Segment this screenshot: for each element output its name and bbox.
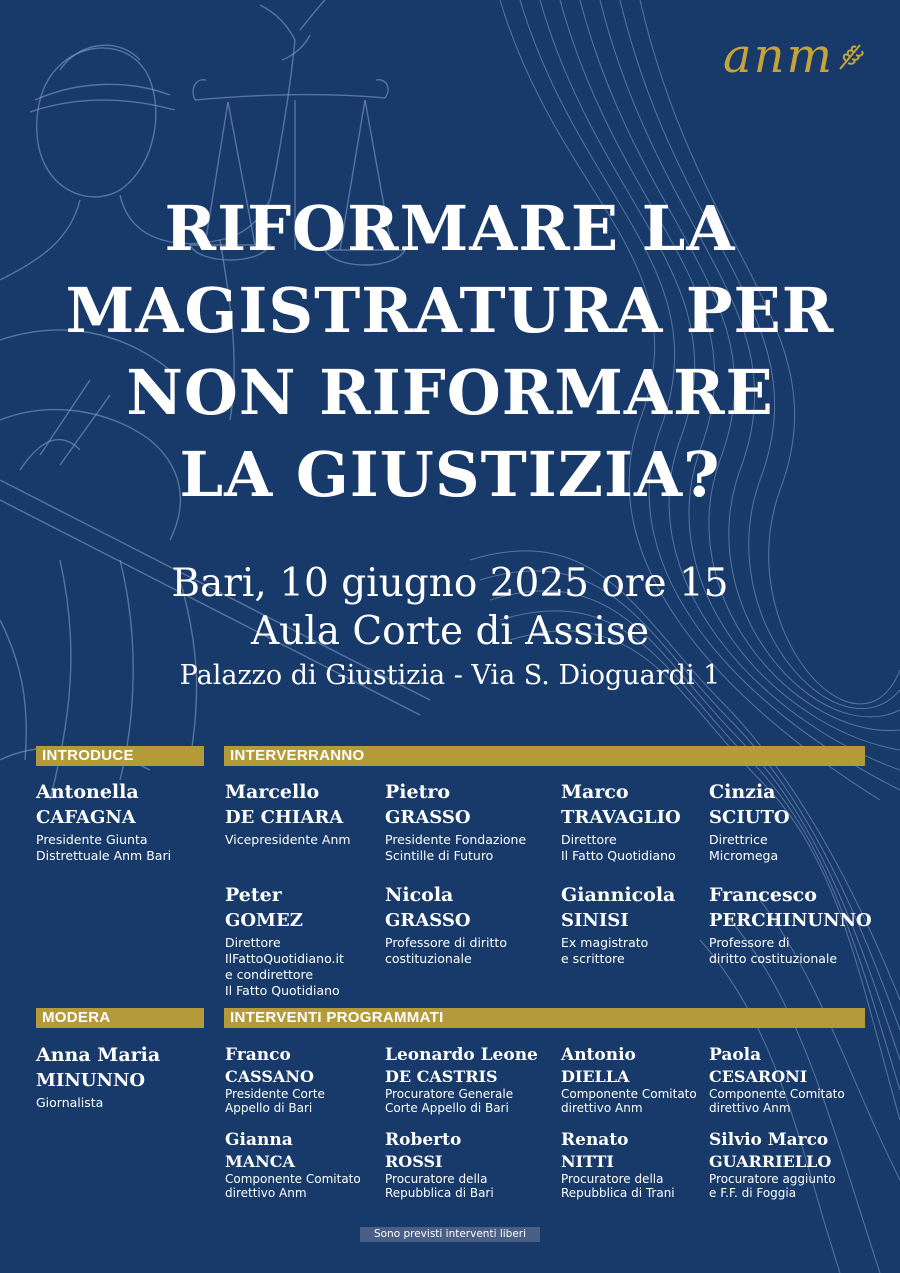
person-last-name: NITTI [561, 1152, 614, 1171]
title-line: LA GIUSTIZIA? [179, 438, 721, 511]
person-first-name: Anna Maria [36, 1044, 161, 1066]
person-first-name: Pietro [385, 781, 451, 803]
person-first-name: Francesco [709, 884, 817, 906]
person-last-name: DIELLA [561, 1067, 630, 1086]
programmed-speaker-card [709, 1130, 836, 1200]
person-role: Professore di diritto costituzionale [709, 935, 838, 966]
speaker-card [225, 780, 351, 848]
person-role: Direttore Il Fatto Quotidiano [561, 832, 676, 863]
event-date-time: Bari, 10 giugno 2025 ore 15 [171, 561, 729, 606]
person-first-name: Antonella [36, 781, 139, 803]
title-line: NON RIFORMARE [126, 356, 774, 429]
person-last-name: GRASSO [385, 910, 471, 931]
logo-text: anm [722, 28, 834, 84]
person-last-name: ROSSI [385, 1152, 443, 1171]
speaker-card [385, 883, 507, 967]
speaker-card [561, 780, 681, 864]
speaker-card [385, 780, 526, 864]
title-line: MAGISTRATURA PER [65, 274, 835, 347]
wheat-icon [836, 39, 866, 73]
speaker-card [709, 883, 872, 967]
person-last-name: SINISI [561, 910, 629, 931]
moderator-card [36, 1043, 160, 1111]
person-role: Vicepresidente Anm [225, 832, 351, 847]
main-title [0, 188, 900, 516]
person-first-name: Roberto [385, 1130, 462, 1150]
anm-logo [723, 28, 866, 84]
person-role: Presidente Corte Appello di Bari [225, 1087, 325, 1115]
programmed-speaker-card [385, 1130, 494, 1200]
person-role: Presidente Fondazione Scintille di Futuro [385, 832, 527, 863]
title-line: RIFORMARE LA [164, 192, 736, 265]
programmed-speaker-card [385, 1045, 538, 1115]
person-first-name: Franco [225, 1045, 291, 1065]
person-first-name: Peter [225, 884, 282, 906]
programmed-speaker-card [709, 1045, 845, 1115]
person-role: Procuratore della Repubblica di Bari [385, 1172, 494, 1200]
person-last-name: DE CASTRIS [385, 1067, 498, 1086]
person-first-name: Marcello [225, 781, 320, 803]
event-venue: Aula Corte di Assise [250, 609, 650, 654]
speaker-card [225, 883, 344, 999]
footnote: Sono previsti interventi liberi [360, 1227, 540, 1242]
person-last-name: DE CHIARA [225, 807, 344, 828]
interverranno-band: INTERVERRANNO [224, 746, 865, 766]
event-info [0, 560, 900, 696]
person-first-name: Renato [561, 1130, 629, 1150]
speaker-card [561, 883, 675, 967]
person-last-name: MINUNNO [36, 1070, 146, 1091]
person-last-name: TRAVAGLIO [561, 807, 681, 828]
person-last-name: CAFAGNA [36, 807, 136, 828]
person-last-name: GUARRIELLO [709, 1152, 832, 1171]
speaker-card [709, 780, 790, 864]
interventi-programmati-band: INTERVENTI PROGRAMMATI [224, 1008, 865, 1028]
person-first-name: Nicola [385, 884, 454, 906]
person-first-name: Paola [709, 1045, 762, 1065]
introduce-band: INTRODUCE [36, 746, 204, 766]
person-last-name: SCIUTO [709, 807, 790, 828]
person-role: Direttore IlFattoQuotidiano.it e condirettore Il Fatto Quotidiano [225, 935, 344, 998]
programmed-speaker-card [225, 1045, 325, 1115]
person-first-name: Antonio [561, 1045, 636, 1065]
programmed-speaker-card [225, 1130, 361, 1200]
person-role: Presidente Giunta Distrettuale Anm Bari [36, 832, 172, 863]
introducer-card [36, 780, 171, 864]
person-role: Componente Comitato direttivo Anm [225, 1172, 361, 1200]
person-first-name: Marco [561, 781, 629, 803]
person-first-name: Gianna [225, 1130, 293, 1150]
programmed-speaker-card [561, 1130, 675, 1200]
person-first-name: Cinzia [709, 781, 776, 803]
person-role: Procuratore della Repubblica di Trani [561, 1172, 675, 1200]
person-first-name: Leonardo Leone [385, 1045, 538, 1065]
person-role: Procuratore aggiunto e F.F. di Foggia [709, 1172, 836, 1200]
person-role: Procuratore Generale Corte Appello di Bari [385, 1087, 514, 1115]
person-last-name: GRASSO [385, 807, 471, 828]
person-role: Giornalista [36, 1095, 104, 1110]
person-role: Professore di diritto costituzionale [385, 935, 507, 966]
person-role: Direttrice Micromega [709, 832, 779, 863]
person-role: Componente Comitato direttivo Anm [709, 1087, 845, 1115]
person-last-name: CASSANO [225, 1067, 314, 1086]
modera-band: MODERA [36, 1008, 204, 1028]
event-address: Palazzo di Giustizia - Via S. Dioguardi 1 [179, 660, 721, 691]
person-role: Componente Comitato direttivo Anm [561, 1087, 697, 1115]
person-last-name: GOMEZ [225, 910, 303, 931]
person-role: Ex magistrato e scrittore [561, 935, 649, 966]
person-last-name: CESARONI [709, 1067, 808, 1086]
person-last-name: PERCHINUNNO [709, 910, 872, 931]
programmed-speaker-card [561, 1045, 697, 1115]
person-last-name: MANCA [225, 1152, 295, 1171]
person-first-name: Giannicola [561, 884, 676, 906]
person-first-name: Silvio Marco [709, 1130, 829, 1150]
